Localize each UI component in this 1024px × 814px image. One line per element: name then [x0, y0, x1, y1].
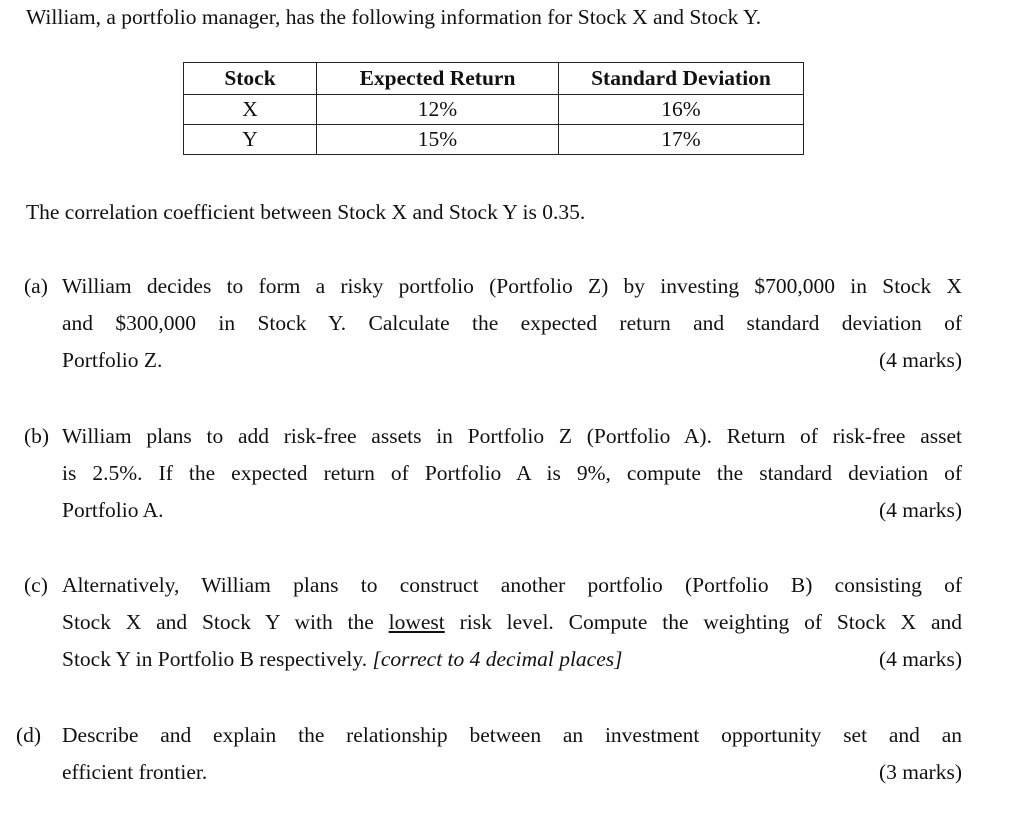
question-text	[62, 644, 962, 674]
marks-label: (4 marks)	[879, 498, 962, 522]
question-text-part: Stock Y in Portfolio B respectively.	[62, 647, 373, 671]
question-text: Portfolio A.	[62, 498, 164, 522]
question-label: (a)	[24, 274, 48, 298]
marks-label: (3 marks)	[879, 760, 962, 784]
table-row	[184, 125, 804, 155]
question-text: William plans to add risk-free assets in Portfolio Z (Portfolio A). Return of risk-free asset	[62, 424, 962, 448]
question-b	[16, 421, 962, 532]
cell-stock: Y	[184, 125, 317, 155]
marks-label: (4 marks)	[879, 647, 962, 671]
question-label: (b)	[24, 424, 50, 448]
question-text	[62, 607, 962, 637]
table-row	[184, 95, 804, 125]
header-standard-deviation: Standard Deviation	[559, 63, 804, 95]
question-text-part: risk level. Compute the weighting of Stock X and	[444, 610, 963, 634]
question-text: and $300,000 in Stock Y. Calculate the expected return and standard deviation of	[62, 311, 962, 335]
question-text: efficient frontier.	[62, 760, 208, 784]
question-label: (d)	[16, 723, 42, 747]
cell-standard-deviation: 16%	[559, 95, 804, 125]
header-expected-return: Expected Return	[317, 63, 559, 95]
question-text-part: Stock X and Stock Y with the	[62, 610, 389, 634]
question-a	[16, 271, 962, 382]
question-text: is 2.5%. If the expected return of Portfolio A is 9%, compute the standard deviation of	[62, 461, 962, 485]
precision-note: [correct to 4 decimal places]	[372, 647, 623, 671]
underlined-word: lowest	[388, 610, 445, 634]
marks-label: (4 marks)	[879, 348, 962, 372]
question-label: (c)	[24, 573, 48, 597]
intro-text: William, a portfolio manager, has the following information for Stock X and Stock Y.	[26, 5, 762, 29]
question-text: Describe and explain the relationship between an investment opportunity set and an	[62, 723, 962, 747]
table-header-row	[184, 63, 804, 95]
stock-info-table	[183, 62, 804, 155]
question-text: Portfolio Z.	[62, 348, 163, 372]
question-d	[16, 720, 962, 794]
question-text: William decides to form a risky portfolio (Portfolio Z) by investing $700,000 in Stock X	[62, 274, 962, 298]
question-c	[16, 570, 962, 681]
header-stock: Stock	[184, 63, 317, 95]
cell-expected-return: 12%	[317, 95, 559, 125]
cell-standard-deviation: 17%	[559, 125, 804, 155]
cell-stock: X	[184, 95, 317, 125]
correlation-text: The correlation coefficient between Stock X and Stock Y is 0.35.	[26, 200, 586, 224]
cell-expected-return: 15%	[317, 125, 559, 155]
question-text: Alternatively, William plans to construct another portfolio (Portfolio B) consisting of	[62, 573, 962, 597]
